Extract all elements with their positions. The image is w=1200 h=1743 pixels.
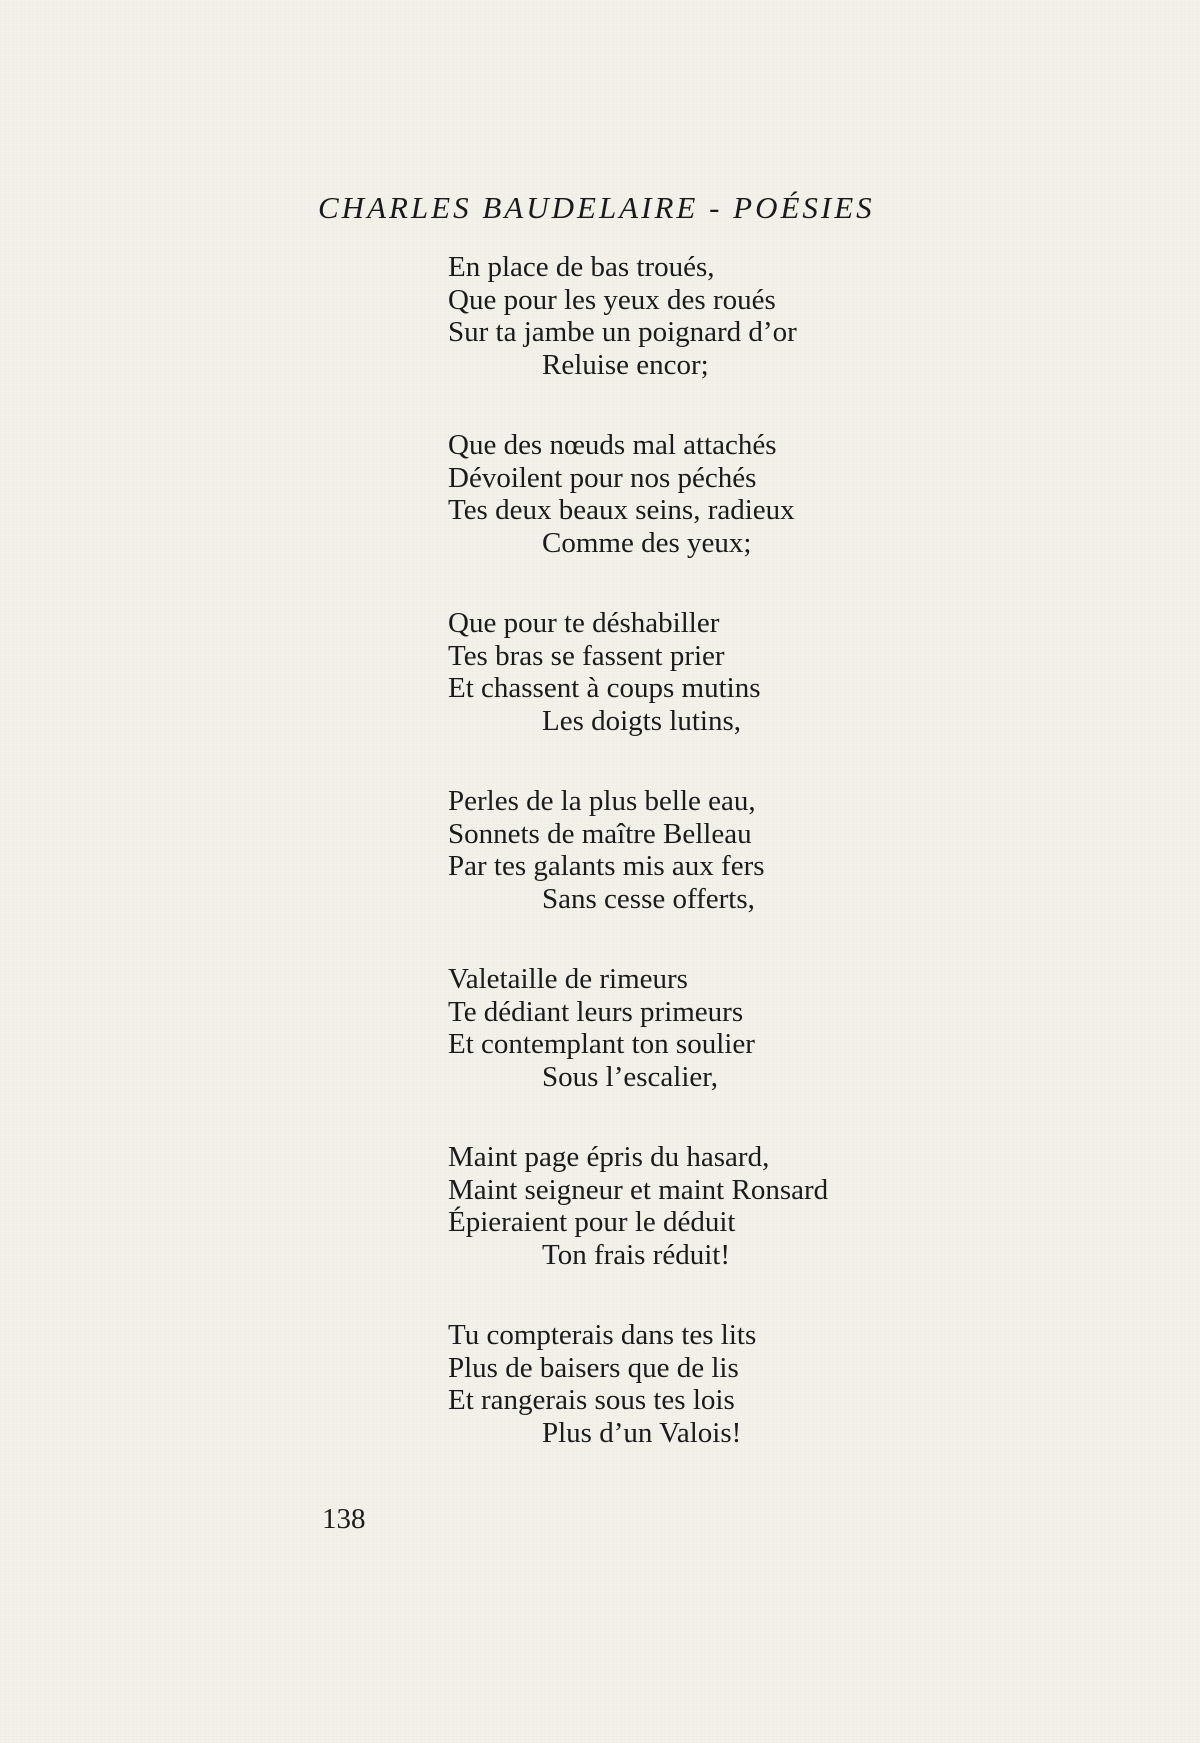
verse-line: Sonnets de maître Belleau <box>448 817 752 850</box>
verse-line: Par tes galants mis aux fers <box>448 850 765 882</box>
verse-line: Et contemplant ton soulier <box>448 1028 755 1060</box>
verse-line: Valetaille de rimeurs <box>448 963 688 995</box>
verse-line: Que pour te déshabiller <box>448 607 720 639</box>
verse-line: Tes bras se fassent prier <box>448 639 725 672</box>
running-head: CHARLES BAUDELAIRE - POÉSIES <box>318 190 875 225</box>
verse-line-short: Reluise encor; <box>542 348 709 381</box>
verse-line-short: Les doigts lutins, <box>542 704 741 737</box>
verse-line: Tes deux beaux seins, radieux <box>448 494 795 526</box>
verse-line: Que des nœuds mal attachés <box>448 429 777 461</box>
verse-line: Perles de la plus belle eau, <box>448 785 756 817</box>
stanza-7 <box>448 1319 968 1449</box>
verse-line: Tu compterais dans tes lits <box>448 1319 757 1351</box>
verse-line: Dévoilent pour nos péchés <box>448 461 757 494</box>
verse-line-short: Plus d’un Valois! <box>542 1416 742 1449</box>
verse-line: Maint page épris du hasard, <box>448 1141 770 1173</box>
verse-line: Et rangerais sous tes lois <box>448 1384 735 1416</box>
stanza-3 <box>448 607 968 737</box>
verse-line: Plus de baisers que de lis <box>448 1351 739 1384</box>
verse-line-short: Sous l’escalier, <box>542 1060 719 1093</box>
stanza-6 <box>448 1141 968 1271</box>
verse-line: En place de bas troués, <box>448 251 715 283</box>
verse-line: Que pour les yeux des roués <box>448 283 776 316</box>
verse-line: Maint seigneur et maint Ronsard <box>448 1173 829 1206</box>
verse-line: Et chassent à coups mutins <box>448 672 761 704</box>
verse-line-short: Ton frais réduit! <box>542 1238 731 1271</box>
verse-line: Te dédiant leurs primeurs <box>448 995 744 1028</box>
stanza-4 <box>448 785 968 915</box>
stanza-5 <box>448 963 968 1093</box>
poem <box>448 251 968 1497</box>
verse-line: Épieraient pour le déduit <box>448 1206 736 1238</box>
verse-line-short: Sans cesse offerts, <box>542 882 755 915</box>
verse-line: Sur ta jambe un poignard d’or <box>448 316 797 348</box>
page-number: 138 <box>322 1503 366 1535</box>
verse-line-short: Comme des yeux; <box>542 526 752 559</box>
stanza-2 <box>448 429 968 559</box>
stanza-1 <box>448 251 968 381</box>
